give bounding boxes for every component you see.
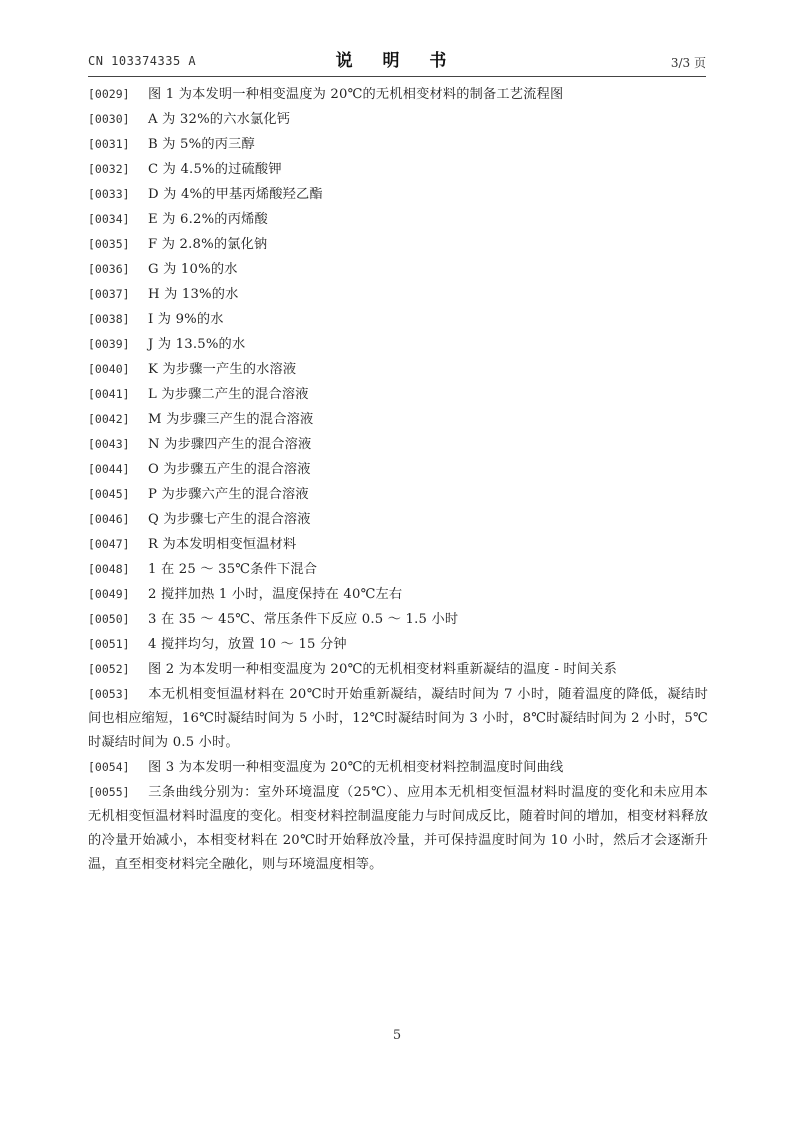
- paragraph-0053: [88, 682, 708, 755]
- paragraph-text: B 为 5%的丙三醇: [148, 137, 255, 152]
- paragraph-0033: [88, 182, 708, 207]
- paragraph-text: G 为 10%的水: [148, 262, 238, 277]
- paragraph-number: [0042]: [88, 412, 130, 426]
- page-number: 5: [392, 1028, 402, 1043]
- paragraph-number: [0049]: [88, 587, 130, 601]
- paragraph-text: N 为步骤四产生的混合溶液: [148, 437, 312, 452]
- paragraph-0031: [88, 132, 708, 157]
- paragraph-0039: [88, 332, 708, 357]
- paragraph-0037: [88, 282, 708, 307]
- paragraph-number: [0037]: [88, 287, 130, 301]
- paragraph-0050: [88, 607, 708, 632]
- paragraph-0042: [88, 407, 708, 432]
- paragraph-number: [0030]: [88, 112, 130, 126]
- paragraph-number: [0038]: [88, 312, 130, 326]
- paragraph-number: [0047]: [88, 537, 130, 551]
- paragraph-0029: [88, 82, 708, 107]
- paragraph-0047: [88, 532, 708, 557]
- paragraph-0049: [88, 582, 708, 607]
- paragraph-number: [0040]: [88, 362, 130, 376]
- paragraph-0034: [88, 207, 708, 232]
- publication-number: CN 103374335 A: [88, 54, 197, 68]
- paragraph-text: 本无机相变恒温材料在 20℃时开始重新凝结，凝结时间为 7 小时，随着温度的降低，凝结时间也相应缩短，16℃时凝结时间为 5 小时，12℃时凝结时间为 3 小时，8℃时凝结时间为 2 小时，5℃时凝结时间为 0.5 小时。: [88, 687, 708, 750]
- paragraph-0045: [88, 482, 708, 507]
- paragraph-number: [0055]: [88, 785, 130, 799]
- paragraph-0054: [88, 755, 708, 780]
- paragraph-text: P 为步骤六产生的混合溶液: [148, 487, 309, 502]
- paragraph-number: [0044]: [88, 462, 130, 476]
- paragraph-number: [0029]: [88, 87, 130, 101]
- paragraph-0041: [88, 382, 708, 407]
- paragraph-number: [0039]: [88, 337, 130, 351]
- paragraph-text: 图 2 为本发明一种相变温度为 20℃的无机相变材料重新凝结的温度 - 时间关系: [148, 662, 617, 677]
- paragraph-0040: [88, 357, 708, 382]
- paragraph-number: [0054]: [88, 760, 130, 774]
- paragraph-0038: [88, 307, 708, 332]
- paragraph-0043: [88, 432, 708, 457]
- paragraph-text: A 为 32%的六水氯化钙: [148, 112, 291, 127]
- paragraph-text: 图 3 为本发明一种相变温度为 20℃的无机相变材料控制温度时间曲线: [148, 760, 564, 775]
- paragraph-text: K 为步骤一产生的水溶液: [148, 362, 297, 377]
- document-body: [88, 82, 708, 877]
- page-indicator: 3/3 页: [670, 56, 706, 70]
- paragraph-number: [0052]: [88, 662, 130, 676]
- paragraph-text: 2 搅拌加热 1 小时，温度保持在 40℃左右: [148, 587, 403, 602]
- paragraph-number: [0034]: [88, 212, 130, 226]
- paragraph-number: [0041]: [88, 387, 130, 401]
- paragraph-number: [0051]: [88, 637, 130, 651]
- paragraph-text: 1 在 25 ～ 35℃条件下混合: [148, 562, 318, 577]
- paragraph-number: [0036]: [88, 262, 130, 276]
- page-header: [88, 44, 706, 78]
- paragraph-number: [0046]: [88, 512, 130, 526]
- paragraph-text: J 为 13.5%的水: [148, 337, 246, 352]
- paragraph-0036: [88, 257, 708, 282]
- paragraph-text: L 为步骤二产生的混合溶液: [148, 387, 309, 402]
- paragraph-text: 3 在 35 ～ 45℃、常压条件下反应 0.5 ～ 1.5 小时: [148, 612, 459, 627]
- paragraph-text: C 为 4.5%的过硫酸钾: [148, 162, 282, 177]
- paragraph-number: [0043]: [88, 437, 130, 451]
- paragraph-number: [0050]: [88, 612, 130, 626]
- paragraph-text: E 为 6.2%的丙烯酸: [148, 212, 268, 227]
- paragraph-number: [0045]: [88, 487, 130, 501]
- paragraph-text: 图 1 为本发明一种相变温度为 20℃的无机相变材料的制备工艺流程图: [148, 87, 564, 102]
- paragraph-0048: [88, 557, 708, 582]
- paragraph-number: [0033]: [88, 187, 130, 201]
- paragraph-number: [0035]: [88, 237, 130, 251]
- paragraph-0051: [88, 632, 708, 657]
- paragraph-text: H 为 13%的水: [148, 287, 239, 302]
- paragraph-text: O 为步骤五产生的混合溶液: [148, 462, 311, 477]
- paragraph-0052: [88, 657, 708, 682]
- paragraph-0035: [88, 232, 708, 257]
- paragraph-0032: [88, 157, 708, 182]
- paragraph-0030: [88, 107, 708, 132]
- paragraph-text: F 为 2.8%的氯化钠: [148, 237, 268, 252]
- paragraph-number: [0053]: [88, 687, 130, 701]
- paragraph-number: [0032]: [88, 162, 130, 176]
- paragraph-0044: [88, 457, 708, 482]
- paragraph-text: I 为 9%的水: [148, 312, 224, 327]
- document-title: 说 明 书: [335, 51, 459, 71]
- paragraph-text: M 为步骤三产生的混合溶液: [148, 412, 314, 427]
- paragraph-text: 4 搅拌均匀，放置 10 ～ 15 分钟: [148, 637, 347, 652]
- paragraph-text: D 为 4%的甲基丙烯酸羟乙酯: [148, 187, 323, 202]
- paragraph-text: R 为本发明相变恒温材料: [148, 537, 297, 552]
- paragraph-0046: [88, 507, 708, 532]
- paragraph-text: Q 为步骤七产生的混合溶液: [148, 512, 311, 527]
- paragraph-number: [0031]: [88, 137, 130, 151]
- header-divider: [88, 76, 706, 77]
- paragraph-text: 三条曲线分别为：室外环境温度（25℃）、应用本无机相变恒温材料时温度的变化和未应用本无机相变恒温材料时温度的变化。相变材料控制温度能力与时间成反比，随着时间的增加，相变材料释放的冷量开始减小，本相变材料在 20℃时开始释放冷量，并可保持温度时间为 10 小时，然后才会逐渐升温，直至相变材料完全融化，则与环境温度相等。: [88, 785, 708, 872]
- paragraph-0055: [88, 780, 708, 877]
- paragraph-number: [0048]: [88, 562, 130, 576]
